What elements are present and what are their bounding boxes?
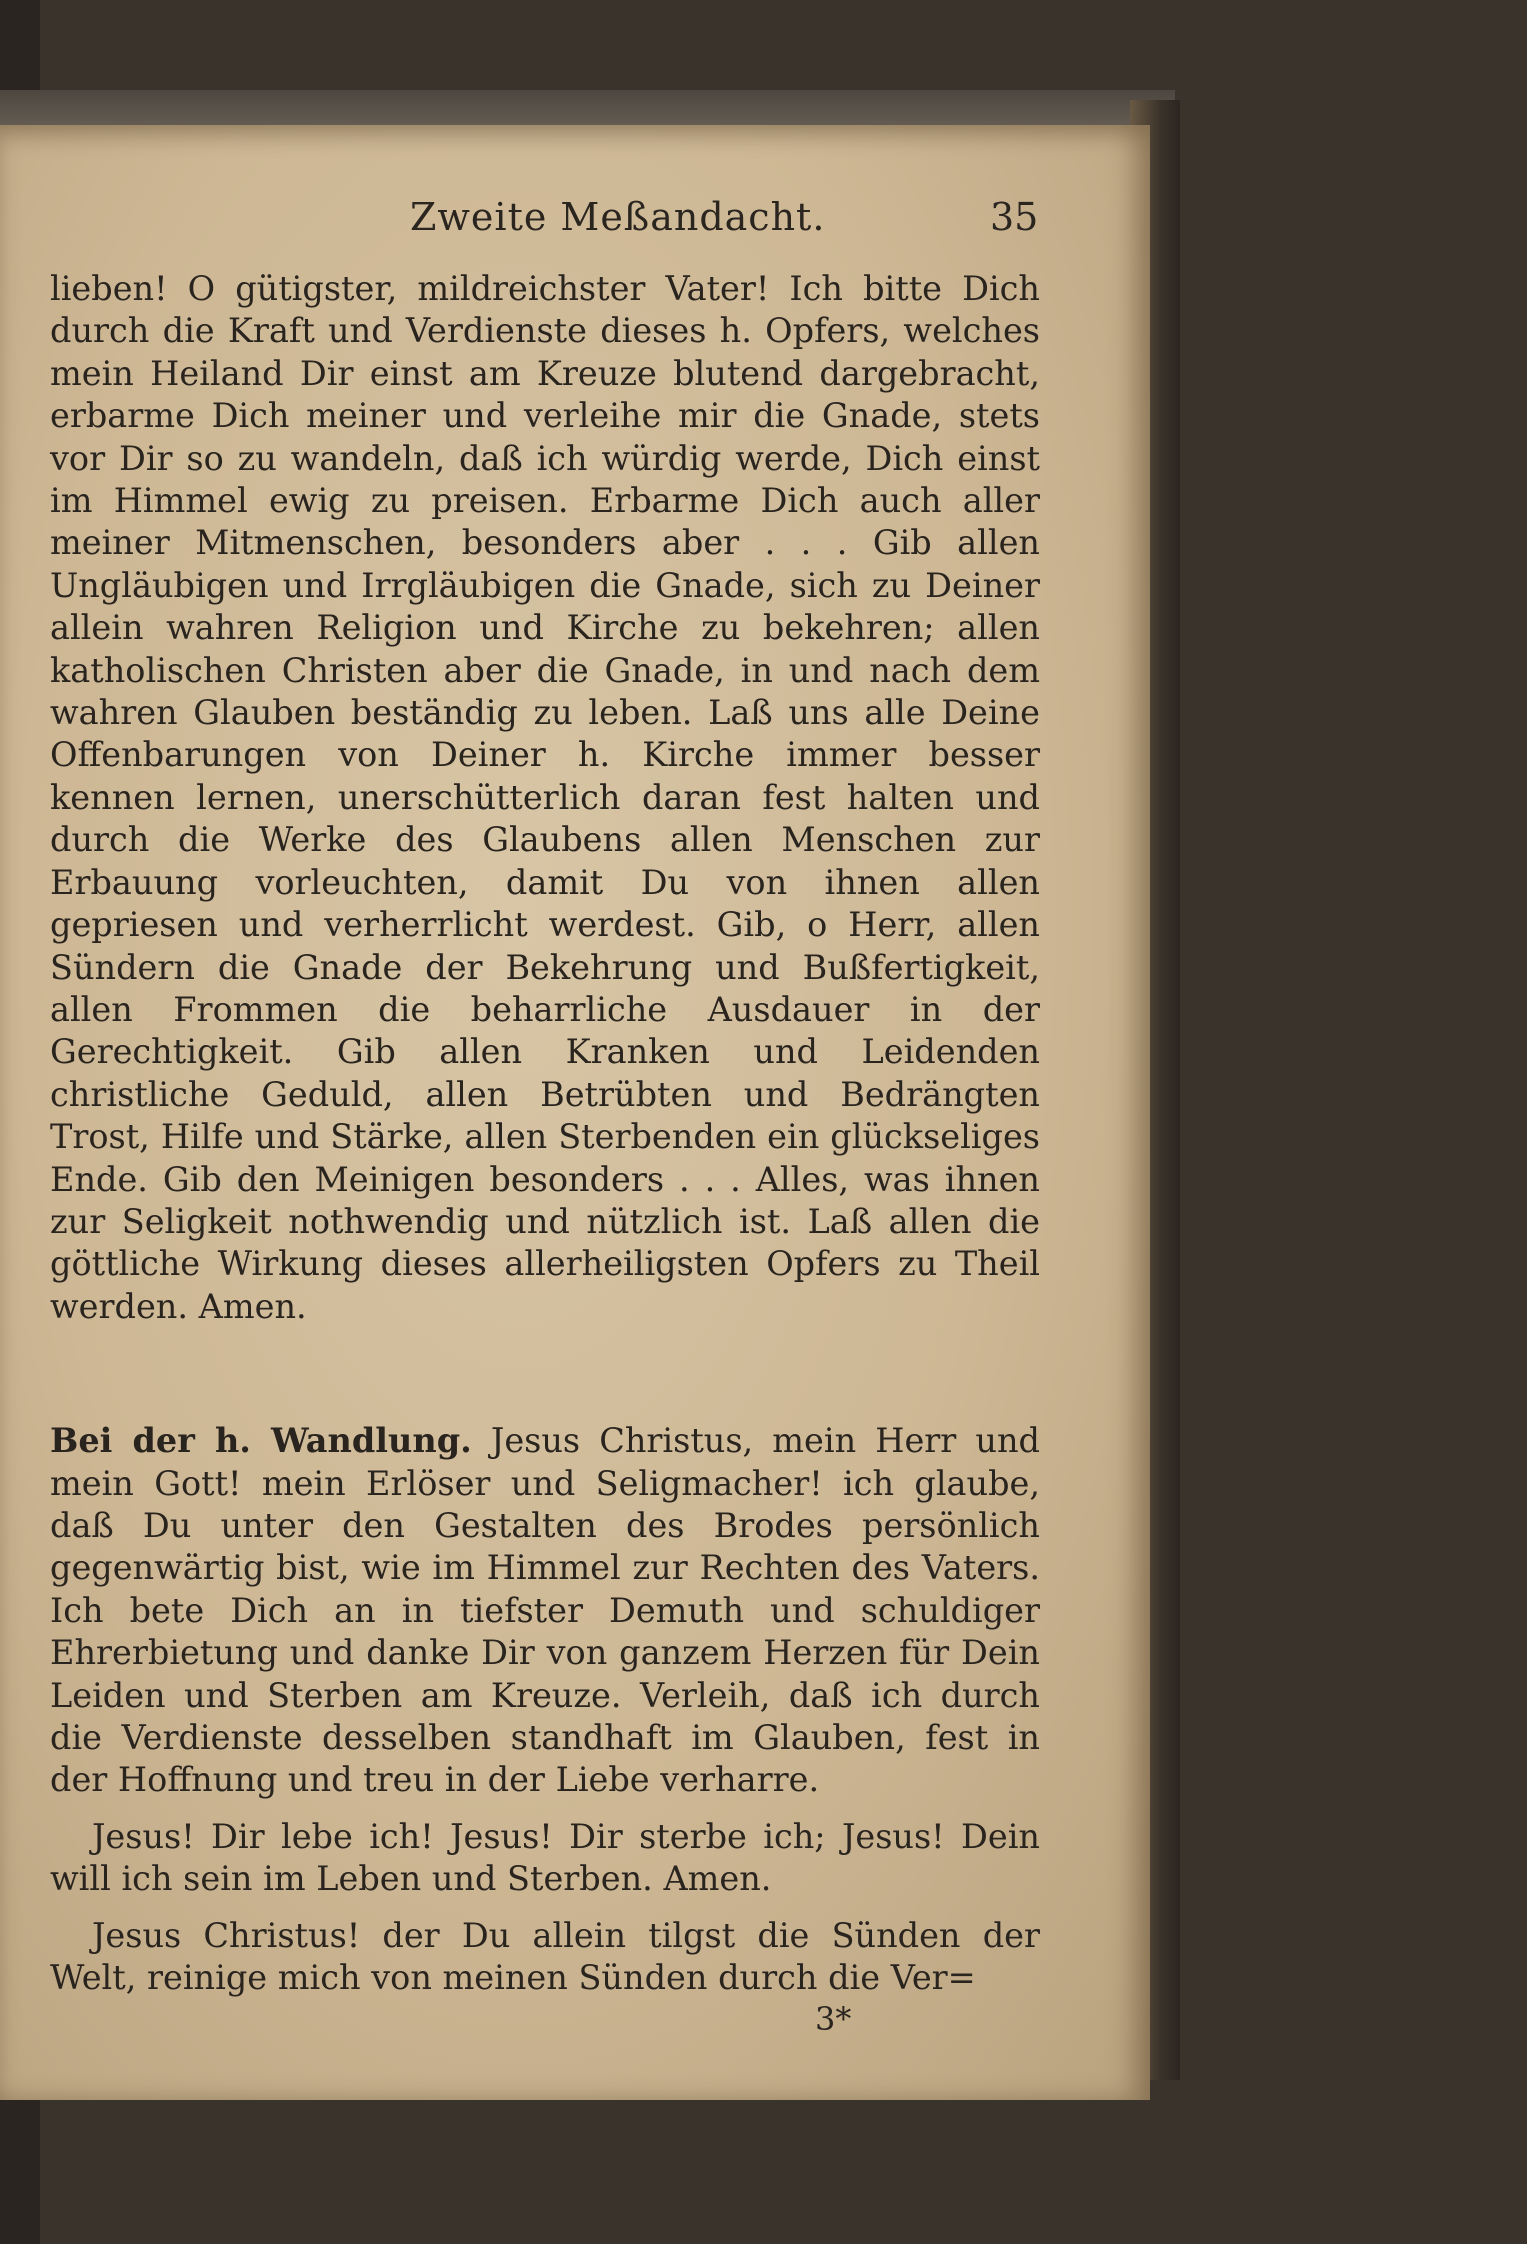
page-header: [0, 195, 1150, 245]
prayer-paragraph: Jesus! Dir lebe ich! Jesus! Dir sterbe ich; Jesus! Dein will ich sein im Leben und Sterben. Amen.: [50, 1816, 1040, 1899]
running-title: Zweite Meßandacht.: [410, 195, 826, 239]
prayer-paragraph: Jesus Christus! der Du allein tilgst die Sünden der Welt, reinige mich von meinen Sünden durch die Ver=: [50, 1915, 1040, 1998]
page-body: [50, 268, 1040, 1999]
printer-signature-mark: 3*: [815, 2000, 852, 2038]
section-heading: Bei der h. Wandlung.: [50, 1421, 472, 1461]
page-number: 35: [990, 195, 1039, 239]
wandlung-text: Jesus Christus, mein Herr und mein Gott! mein Erlöser und Seligmacher! ich glaube, daß Du unter den Gestalten des Brodes persönlich gegenwärtig bist, wie im Himmel zur Rechten des Vaters. Ich bete Dich an in tiefster Demuth und schuldiger Ehrerbietung und danke Dir von ganzem Herzen für Dein Leiden und Sterben am Kreuze. Verleih, daß ich durch die Verdienste desselben standhaft im Glauben, fest in der Hoffnung und treu in der Liebe verharre.: [50, 1421, 1040, 1800]
prayer-paragraph: lieben! O gütigster, mildreichster Vater! Ich bitte Dich durch die Kraft und Verdienste dieses h. Opfers, welches mein Heiland Dir einst am Kreuze blutend dargebracht, erbarme Dich meiner und verleihe mir die Gnade, stets vor Dir so zu wandeln, daß ich würdig werde, Dich einst im Himmel ewig zu preisen. Erbarme Dich auch aller meiner Mitmenschen, besonders aber . . . Gib allen Ungläubigen und Irrgläubigen die Gnade, sich zu Deiner allein wahren Religion und Kirche zu bekehren; allen katholischen Christen aber die Gnade, in und nach dem wahren Glauben beständig zu leben. Laß uns alle Deine Offenbarungen von Deiner h. Kirche immer besser kennen lernen, unerschütterlich daran fest halten und durch die Werke des Glaubens allen Menschen zur Erbauung vorleuchten, damit Du von ihnen allen gepriesen und verherrlicht werdest. Gib, o Herr, allen Sündern die Gnade der Bekehrung und Bußfertigkeit, allen Frommen die beharrliche Ausdauer in der Gerechtigkeit. Gib allen Kranken und Leidenden christliche Geduld, allen Betrübten und Bedrängten Trost, Hilfe und Stärke, allen Sterbenden ein glückseliges Ende. Gib den Meinigen besonders . . . Alles, was ihnen zur Seligkeit nothwendig und nützlich ist. Laß allen die göttliche Wirkung dieses allerheiligsten Opfers zu Theil werden. Amen.: [50, 269, 1040, 1326]
wandlung-paragraph: [50, 1420, 1040, 1802]
